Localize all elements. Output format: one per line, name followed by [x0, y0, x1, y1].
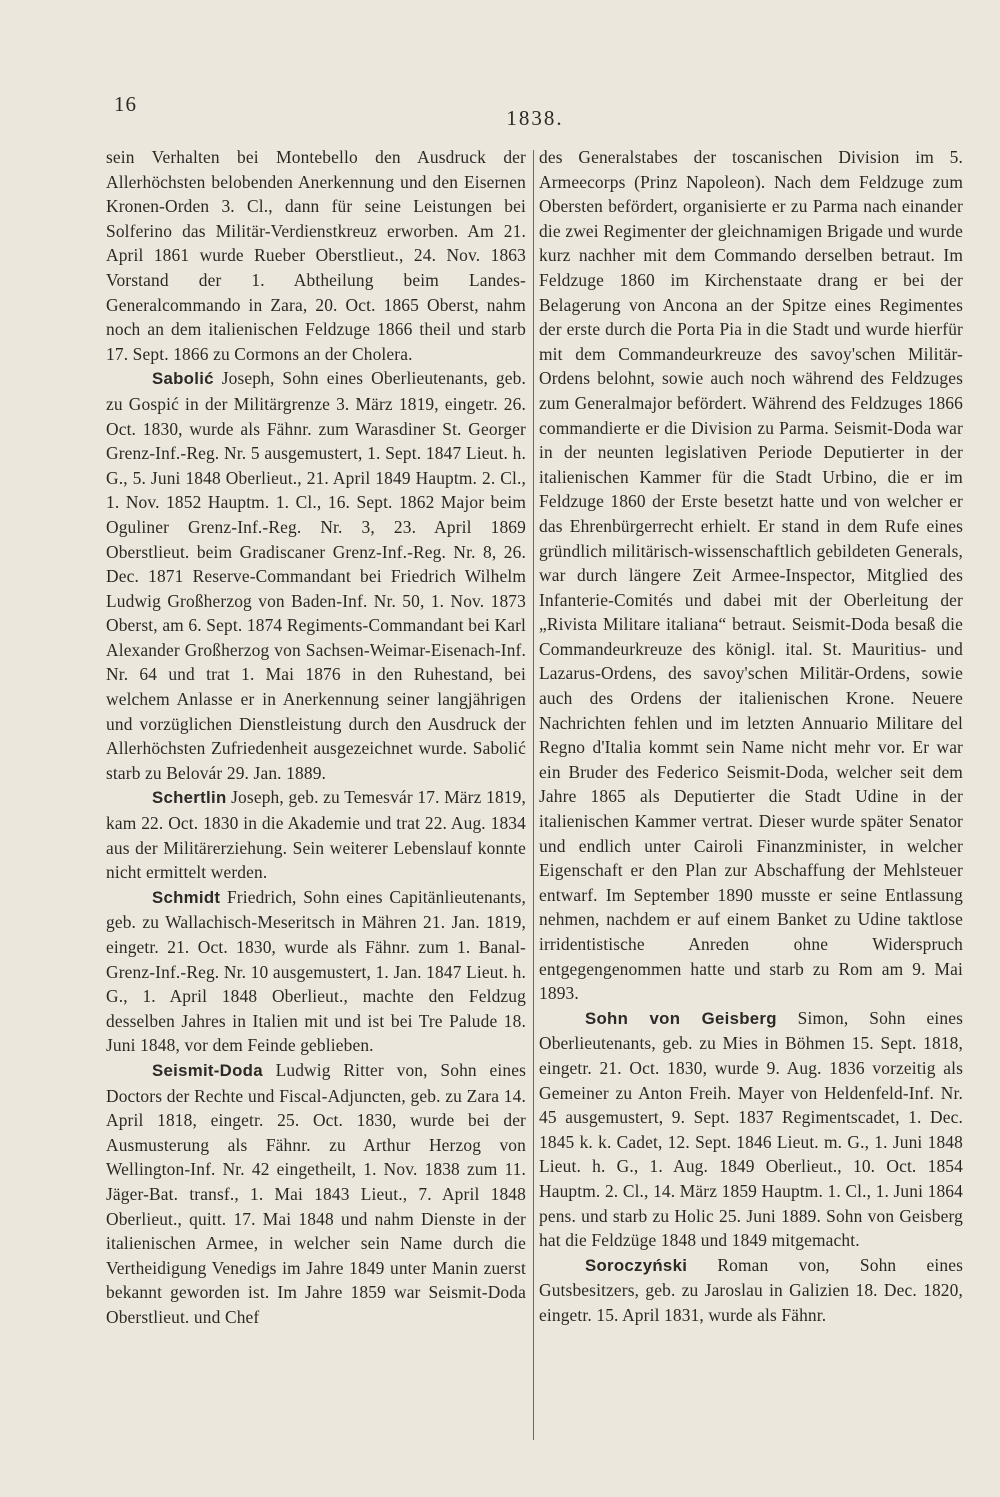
entry-surname: Seismit-Doda: [152, 1060, 263, 1080]
entry-text: Roman von, Sohn eines Gutsbesitzers, geb. zu Jaroslau in Galizien 18. Dec. 1820, eingetr. 15. April 1831, wurde als Fähnr.: [539, 1254, 963, 1325]
entry-surname: Schertlin: [152, 788, 227, 808]
entry-sabolic: [106, 366, 526, 785]
entry-surname: Sohn von Geisberg: [585, 1008, 777, 1028]
entry-surname: Soroczyński: [585, 1255, 688, 1275]
entry-seismit-doda: [106, 1058, 526, 1330]
entry-text: Joseph, geb. zu Temesvár 17. März 1819, kam 22. Oct. 1830 in die Akademie und trat 22. Aug. 1834 aus der Militärerziehung. Sein weiterer Lebenslauf konnte nicht ermittelt werden.: [106, 787, 526, 883]
entry-soroczynski: [539, 1253, 963, 1328]
entry-text: sein Verhalten bei Montebello den Ausdruck der Allerhöchsten belobenden Anerkennung und den Eisernen Kronen-Orden 3. Cl., dann für seine Leistungen bei Solferino das Militär-Verdienstkreuz erworben. Am 21. April 1861 wurde Rueber Oberstlieut., 24. Nov. 1863 Vorstand der 1. Abtheilung beim Landes-Generalcommando in Zara, 20. Oct. 1865 Oberst, nahm noch an dem italienischen Feldzuge 1866 theil und starb 17. Sept. 1866 zu Cormons an der Cholera.: [106, 147, 526, 364]
right-column: [539, 145, 963, 1328]
entry-surname: Schmidt: [152, 887, 221, 907]
entry-surname: Sabolić: [152, 369, 214, 389]
entry-schertlin: [106, 785, 526, 884]
entry-text: Ludwig Ritter von, Sohn eines Doctors der Rechte und Fiscal-Adjuncten, geb. zu Zara 14. April 1818, eingetr. 25. Oct. 1830, wurde bei der Ausmusterung als Fähnr. zu Arthur Herzog von Wellington-Inf. Nr. 42 eingetheilt, 1. Nov. 1838 zum 11. Jäger-Bat. transf., 1. Mai 1843 Lieut., 7. April 1848 Oberlieut., quitt. 17. Mai 1848 und nahm Dienste in der italienischen Armee, in welcher sein Name durch die Vertheidigung Venedigs im Jahre 1849 unter Manin zuerst bekannt geworden ist. Im Jahre 1859 war Seismit-Doda Oberstlieut. und Chef: [106, 1059, 526, 1327]
entry-rueber-continued: [106, 145, 526, 366]
entry-text: Joseph, Sohn eines Oberlieutenants, geb. zu Gospić in der Militärgrenze 3. März 1819, eingetr. 26. Oct. 1830, wurde als Fähnr. zum Warasdiner St. Georger Grenz-Inf.-Reg. Nr. 5 ausgemustert, 1. Sept. 1847 Lieut. h. G., 5. Juni 1848 Oberlieut., 21. April 1849 Hauptm. 2. Cl., 1. Nov. 1852 Hauptm. 1. Cl., 16. Sept. 1862 Major beim Oguliner Grenz-Inf.-Reg. Nr. 3, 23. April 1869 Oberstlieut. beim Gradiscaner Grenz-Inf.-Reg. Nr. 8, 26. Dec. 1871 Reserve-Commandant bei Friedrich Wilhelm Ludwig Großherzog von Baden-Inf. Nr. 50, 1. Nov. 1873 Oberst, am 6. Sept. 1874 Regiments-Commandant bei Karl Alexander Großherzog von Sachsen-Weimar-Eisenach-Inf. Nr. 64 und trat 1. Mai 1876 in den Ruhestand, bei welchem Anlasse er in Anerkennung seiner langjährigen und vorzüglichen Dienstleistung durch den Ausdruck der Allerhöchsten Zufriedenheit ausgezeichnet wurde. Sabolić starb zu Belovár 29. Jan. 1889.: [106, 368, 526, 783]
entry-sohn-von-geisberg: [539, 1006, 963, 1253]
entry-seismit-doda-continued: [539, 145, 963, 1006]
entry-text: des Generalstabes der toscanischen Division im 5. Armeecorps (Prinz Napoleon). Nach dem Feldzuge zum Obersten befördert, organisierte er zu Parma nach einander die zwei Regimenter der gleichnamigen Brigade und wurde kurz nachher mit dem Commando derselben betraut. Im Feldzuge 1860 im Kirchenstaate drang er bei der Belagerung von Ancona an der Spitze eines Regimentes der erste durch die Porta Pia in die Stadt und wurde hierfür mit dem Commandeurkreuze des savoy'schen Militär-Ordens belohnt, sowie auch noch während des Feldzuges zum Generalmajor befördert. Während des Feldzuges 1866 commandierte er die Division zu Parma. Seismit-Doda war in der neunten legislativen Periode Deputierter in der italienischen Kammer für die Stadt Urbino, die er im Feldzuge 1860 der Erste besetzt hatte und von welcher er das Ehrenbürgerrecht erhielt. Er stand in dem Rufe eines gründlich militärisch-wissenschaftlich gebildeten Generals, war durch längere Zeit Armee-Inspector, Mitglied des Infanterie-Comités und dabei mit der Oberleitung der „Rivista Militare italiana“ betraut. Seismit-Doda besaß die Commandeurkreuze des königl. ital. St. Mauritius- und Lazarus-Ordens, des savoy'schen Militär-Ordens, sowie auch des Ordens der italienischen Krone. Neuere Nachrichten fehlen und im letzten Annuario Militare del Regno d'Italia kommt sein Name nicht mehr vor. Er war ein Bruder des Federico Seismit-Doda, welcher seit dem Jahre 1865 als Deputierter die Stadt Udine in der italienischen Kammer vertrat. Dieser wurde später Senator und endlich unter Cairoli Finanzminister, in welcher Eigenschaft er den Plan zur Abschaffung der Mehlsteuer entwarf. Im September 1890 musste er seine Entlassung nehmen, nachdem er auf einem Banket zu Udine taktlose irridentistische Anreden ohne Widerspruch entgegengenommen hatte und starb zu Rom am 9. Mai 1893.: [539, 147, 963, 1004]
left-column: [106, 145, 526, 1330]
running-head: 1838.: [506, 106, 564, 130]
page-number: 16: [114, 92, 137, 116]
entry-text: Simon, Sohn eines Oberlieutenants, geb. zu Mies in Böhmen 15. Sept. 1818, eingetr. 21. Oct. 1830, wurde 9. Aug. 1836 vorzeitig als Gemeiner zu Anton Freih. Mayer von Heldenfeld-Inf. Nr. 45 ausgemustert, 9. Sept. 1837 Regimentscadet, 1. Dec. 1845 k. k. Cadet, 12. Sept. 1846 Lieut. m. G., 1. Juni 1848 Lieut. h. G., 1. Aug. 1849 Oberlieut., 10. Oct. 1854 Hauptm. 2. Cl., 14. März 1859 Hauptm. 1. Cl., 1. Juni 1864 pens. und starb zu Holic 25. Juni 1889. Sohn von Geisberg hat die Feldzüge 1848 und 1849 mitgemacht.: [539, 1007, 963, 1251]
column-divider: [533, 150, 534, 1440]
entry-schmidt: [106, 885, 526, 1058]
entry-text: Friedrich, Sohn eines Capitänlieutenants, geb. zu Wallachisch-Meseritsch in Mähren 21. Jan. 1819, eingetr. 21. Oct. 1830, wurde als Fähnr. zum 1. Banal-Grenz-Inf.-Reg. Nr. 10 ausgemustert, 1. Jan. 1847 Lieut. h. G., 1. April 1848 Oberlieut., machte den Feldzug desselben Jahres in Italien mit und ist bei Tre Palude 18. Juni 1848, vor dem Feinde geblieben.: [106, 886, 526, 1056]
